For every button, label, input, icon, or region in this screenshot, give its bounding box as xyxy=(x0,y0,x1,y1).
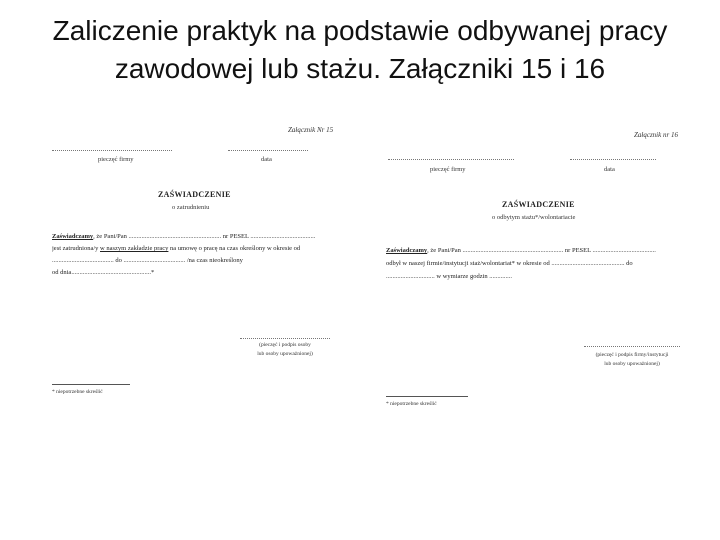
signature-dotted-line xyxy=(584,346,680,347)
signature-caption-2: lub osoby upoważnionej) xyxy=(257,351,313,357)
date-dotted-line xyxy=(228,150,308,151)
annex-label: Załącznik nr 16 xyxy=(634,131,678,139)
certify-word: Zaświadczamy xyxy=(52,233,94,240)
body-line-3: .............................. w wymiarze godzin .............. xyxy=(386,273,513,280)
date-dotted-line xyxy=(570,159,656,160)
signature-caption-2: lub osoby upoważnionej) xyxy=(604,361,660,367)
annex-16-document xyxy=(384,125,690,415)
body-line-3: ...................................... do ...................................... /na czas nieokreślony xyxy=(52,257,243,264)
footnote: * niepotrzebne skreślić xyxy=(386,401,437,407)
body-line-2 xyxy=(52,245,336,252)
certify-word: Zaświadczamy xyxy=(386,247,428,254)
document-subheading: o zatrudnieniu xyxy=(172,204,210,211)
body-line-1 xyxy=(386,247,686,254)
stamp-label: pieczęć firmy xyxy=(98,156,134,163)
document-heading: ZAŚWIADCZENIE xyxy=(158,190,231,199)
body-line-2-start: jest zatrudniona/y xyxy=(52,245,101,252)
footnote: * niepotrzebne skreślić xyxy=(52,389,103,395)
footnote-rule xyxy=(386,396,468,397)
stamp-label: pieczęć firmy xyxy=(430,166,466,173)
signature-dotted-line xyxy=(240,338,330,339)
signature-caption-1: (pieczęć i podpis osoby xyxy=(259,342,311,348)
footnote-rule xyxy=(52,384,130,385)
slide-title-line-1: Zaliczenie praktyk na podstawie odbywanej pracy xyxy=(52,15,668,46)
stamp-dotted-line xyxy=(52,150,172,151)
signature-caption-1: (pieczęć i podpis firmy/instytucji xyxy=(595,352,669,358)
body-line-1 xyxy=(52,233,336,240)
body-line-1-rest: , że Pani/Pan ......................................................... nr PESEL ........................................ xyxy=(93,233,316,240)
document-subheading: o odbytym stażu*/wolontariacie xyxy=(492,214,576,221)
body-line-2-underlined: w naszym zakładzie pracy xyxy=(100,245,169,252)
body-line-1-rest: , że Pani/Pan .............................................................. nr PESEL ....................................... xyxy=(427,247,656,254)
slide-title-line-2: zawodowej lub stażu. Załączniki 15 i 16 xyxy=(114,53,606,84)
date-label: data xyxy=(604,166,615,173)
stamp-dotted-line xyxy=(388,159,514,160)
body-line-4: od dnia.................................................* xyxy=(52,269,155,276)
slide-title xyxy=(0,12,720,88)
annex-label: Załącznik Nr 15 xyxy=(288,126,334,134)
body-line-2-end: na umowę o pracę na czas określony w okresie od xyxy=(168,245,301,252)
annex-15-document xyxy=(48,120,340,410)
date-label: data xyxy=(261,156,272,163)
document-heading: ZAŚWIADCZENIE xyxy=(502,200,575,209)
body-line-2: odbył w naszej firmie/instytucji staż/wolontariat* w okresie od ............................................. do xyxy=(386,260,633,267)
